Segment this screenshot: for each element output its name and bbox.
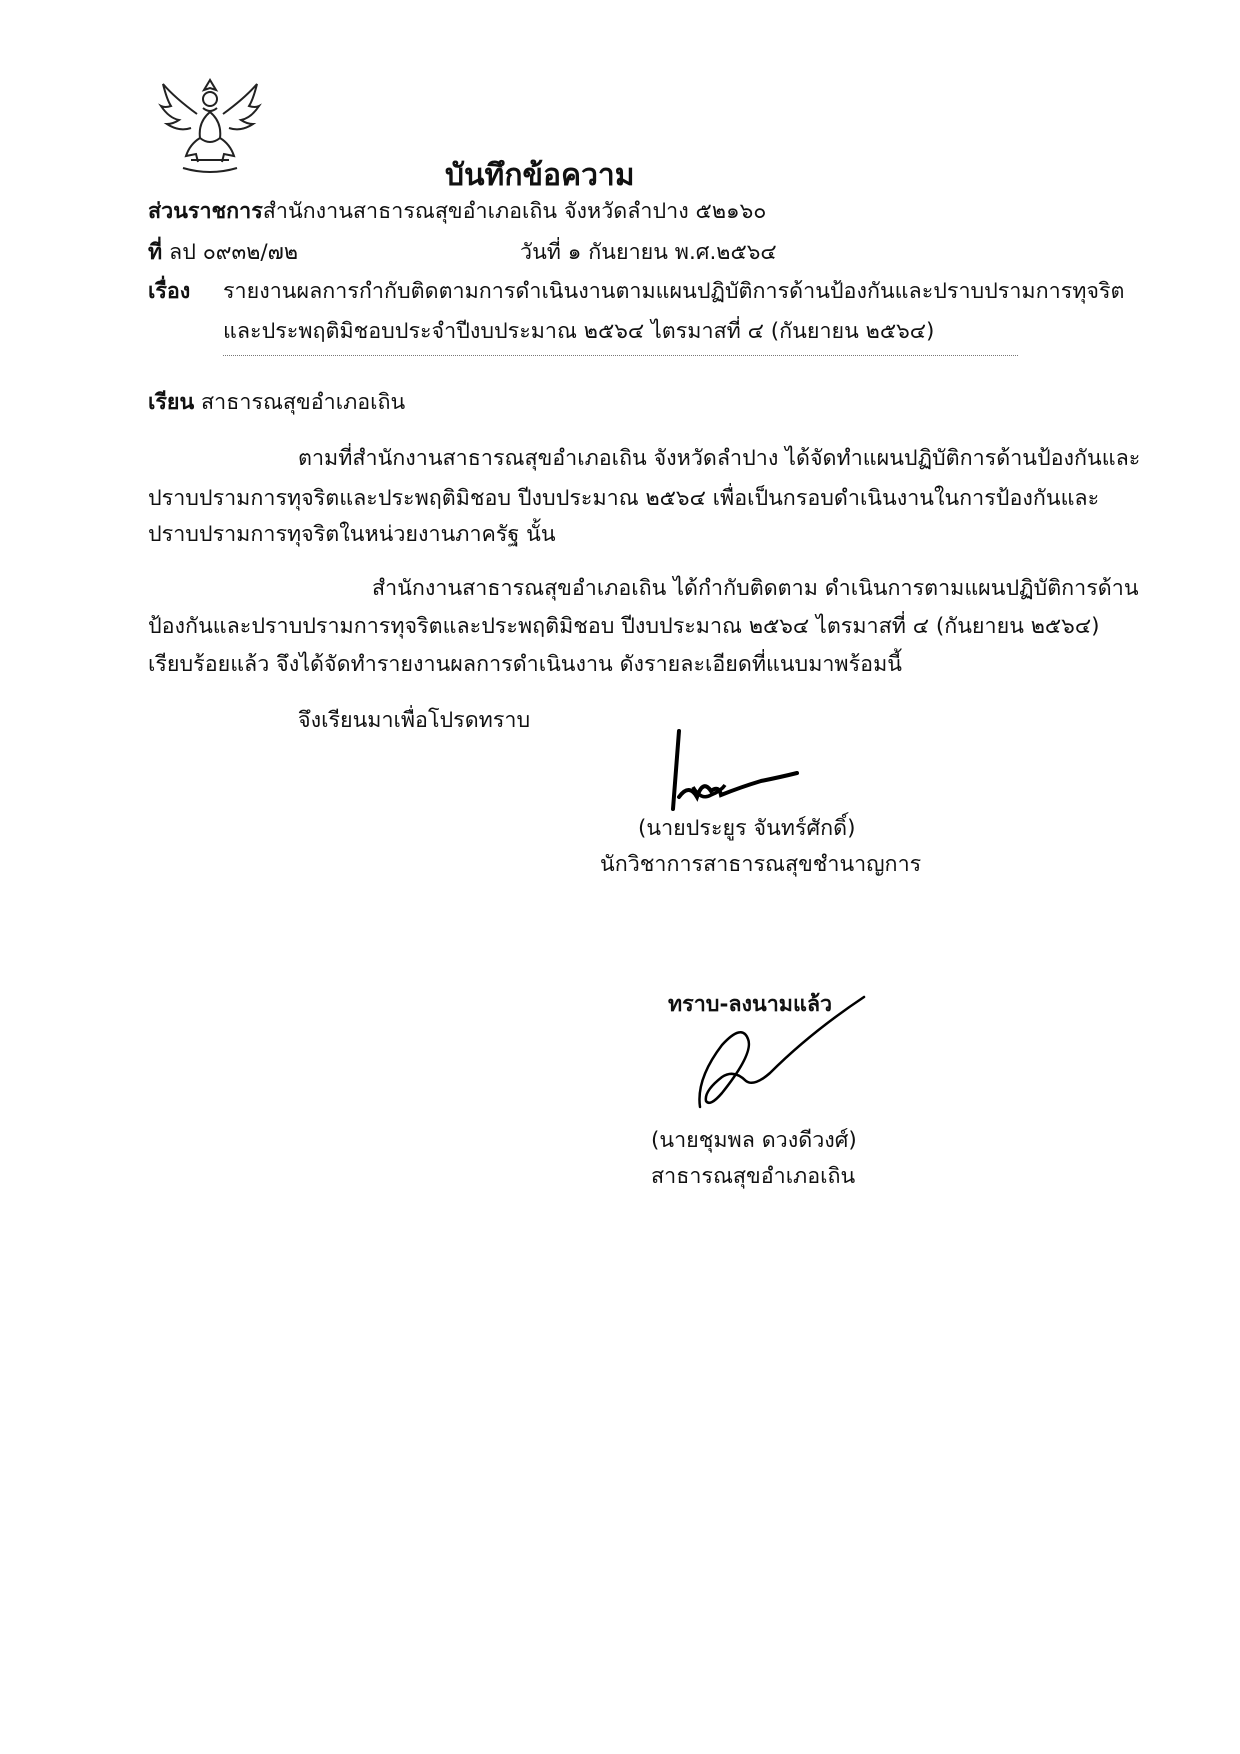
paragraph-2-line-1: สำนักงานสาธารณสุขอำเภอเถิน ได้กำกับติดตาม ดำเนินการตามแผนปฏิบัติการด้าน	[372, 576, 1139, 601]
subject-line-2: และประพฤติมิชอบประจำปีงบประมาณ ๒๕๖๔ ไตรมาสที่ ๔ (กันยายน ๒๕๖๔)	[223, 319, 935, 344]
date-label: วันที่	[520, 240, 561, 265]
paragraph-1-line-3: ปราบปรามการทุจริตในหน่วยงานภาครัฐ นั้น	[148, 522, 556, 547]
subject-label: เรื่อง	[148, 279, 191, 304]
addressee-label: เรียน	[148, 390, 195, 415]
endorsement-note: ทราบ-ลงนามแล้ว	[668, 992, 833, 1017]
addressee-row	[148, 388, 405, 418]
reference-row	[148, 238, 298, 268]
closing-line: จึงเรียนมาเพื่อโปรดทราบ	[298, 708, 531, 733]
date-value: ๑ กันยายน พ.ศ.๒๕๖๔	[567, 240, 777, 265]
paragraph-2-line-2: ป้องกันและปราบปรามการทุจริตและประพฤติมิชอบ ปีงบประมาณ ๒๕๖๔ ไตรมาสที่ ๔ (กันยายน ๒๕๖๔)	[148, 614, 1100, 639]
endorser-name: (นายชุมพล ดวงดีวงศ์)	[651, 1128, 857, 1153]
agency-row	[148, 197, 766, 227]
signer-1-position: นักวิชาการสาธารณสุขชำนาญการ	[600, 852, 922, 877]
signature-2	[690, 995, 870, 1125]
garuda-emblem	[155, 72, 265, 182]
agency-value: สำนักงานสาธารณสุขอำเภอเถิน จังหวัดลำปาง ๕๒๑๖๐	[262, 199, 767, 224]
date-row	[520, 238, 777, 268]
paragraph-1-line-2: ปราบปรามการทุจริตและประพฤติมิชอบ ปีงบประมาณ ๒๕๖๔ เพื่อเป็นกรอบดำเนินงานในการป้องกันและ	[148, 486, 1100, 511]
reference-value: ลป ๐๙๓๒/๗๒	[169, 240, 299, 265]
subject-dotted-rule	[223, 355, 1018, 356]
signature-1	[665, 727, 815, 817]
subject-line-1: รายงานผลการกำกับติดตามการดำเนินงานตามแผนปฏิบัติการด้านป้องกันและปราบปรามการทุจริต	[223, 279, 1125, 304]
reference-label: ที่	[148, 240, 163, 265]
paragraph-2-line-3: เรียบร้อยแล้ว จึงได้จัดทำรายงานผลการดำเนินงาน ดังรายละเอียดที่แนบมาพร้อมนี้	[148, 652, 902, 677]
endorser-position: สาธารณสุขอำเภอเถิน	[651, 1164, 856, 1189]
addressee-value: สาธารณสุขอำเภอเถิน	[201, 390, 406, 415]
memo-title: บันทึกข้อความ	[445, 158, 635, 193]
agency-label: ส่วนราชการ	[148, 199, 263, 224]
signer-1-name: (นายประยูร จันทร์ศักดิ์)	[638, 816, 856, 841]
paragraph-1-line-1: ตามที่สำนักงานสาธารณสุขอำเภอเถิน จังหวัดลำปาง ได้จัดทำแผนปฏิบัติการด้านป้องกันและ	[298, 446, 1141, 471]
